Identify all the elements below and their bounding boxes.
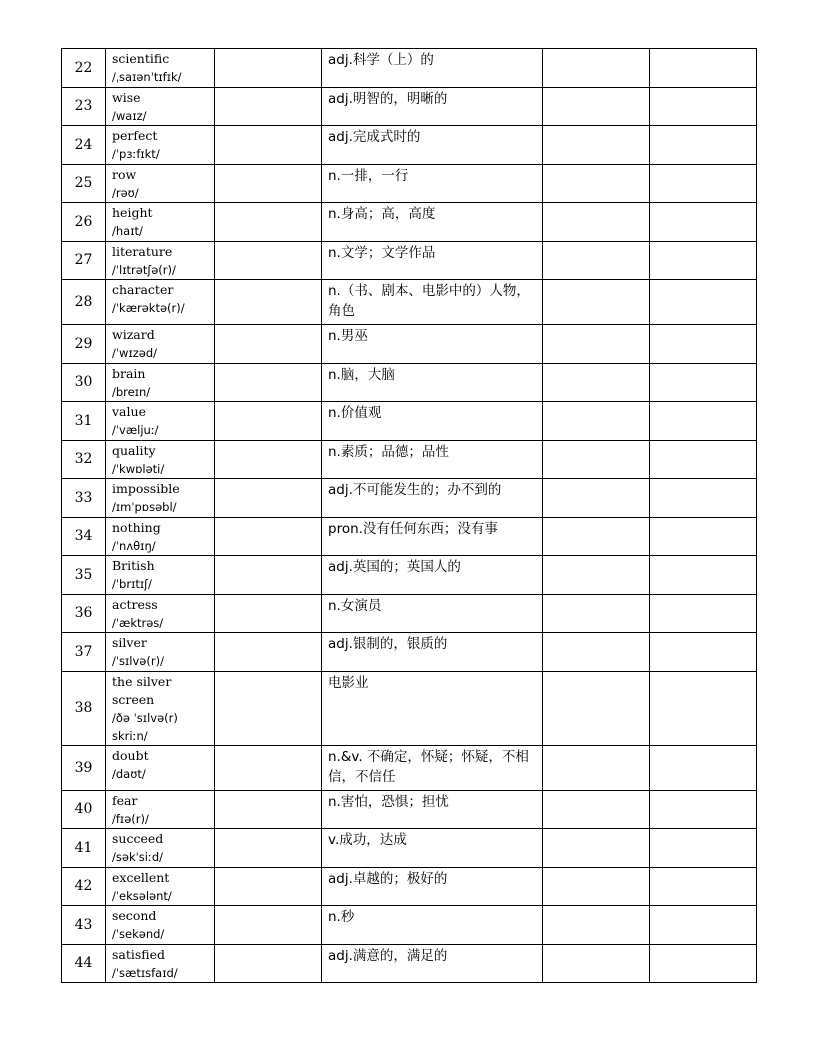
chinese-meaning: n.脑，大脑 [322, 363, 543, 402]
row-number: 33 [62, 479, 106, 518]
blank-cell [215, 479, 322, 518]
chinese-meaning: adj.英国的；英国人的 [322, 556, 543, 595]
phonetic-transcription: /ˈeksələnt/ [112, 888, 172, 903]
row-number: 39 [62, 745, 106, 790]
table-row [62, 440, 757, 479]
word-cell [106, 126, 215, 165]
row-number: 25 [62, 164, 106, 203]
phonetic-transcription: /waɪz/ [112, 108, 147, 123]
blank-cell [650, 594, 757, 633]
phonetic-transcription: /ˈnʌθɪŋ/ [112, 538, 156, 553]
blank-cell [543, 829, 650, 868]
chinese-meaning: n.女演员 [322, 594, 543, 633]
phonetic-transcription: /haɪt/ [112, 224, 143, 238]
english-word: fear [112, 792, 138, 808]
phonetic-transcription: /daʊt/ [112, 766, 146, 781]
row-number: 24 [62, 126, 106, 165]
blank-cell [543, 241, 650, 280]
phonetic-transcription: /ðə ˈsɪlvə(r) skriːn/ [112, 710, 178, 743]
blank-cell [215, 867, 322, 906]
blank-cell [215, 402, 322, 441]
english-word: actress [112, 596, 158, 612]
english-word: nothing [112, 519, 161, 535]
word-cell [106, 633, 215, 672]
word-cell [106, 906, 215, 945]
chinese-meaning: n.文学；文学作品 [322, 241, 543, 280]
word-cell [106, 944, 215, 983]
chinese-meaning: n.素质；品德；品性 [322, 440, 543, 479]
phonetic-transcription: /ˈsɪlvə(r)/ [112, 654, 164, 668]
word-cell [106, 87, 215, 126]
word-cell [106, 164, 215, 203]
phonetic-transcription: /ˌsaɪənˈtɪfɪk/ [112, 70, 182, 84]
blank-cell [650, 164, 757, 203]
blank-cell [215, 203, 322, 242]
blank-cell [650, 325, 757, 364]
blank-cell [650, 829, 757, 868]
blank-cell [543, 325, 650, 364]
blank-cell [543, 440, 650, 479]
english-word: wise [112, 89, 141, 105]
blank-cell [543, 633, 650, 672]
row-number: 27 [62, 241, 106, 280]
phonetic-transcription: /ˈvæljuː/ [112, 423, 159, 437]
table-row [62, 633, 757, 672]
blank-cell [215, 87, 322, 126]
blank-cell [215, 594, 322, 633]
english-word: doubt [112, 747, 149, 763]
word-cell [106, 203, 215, 242]
blank-cell [215, 325, 322, 364]
blank-cell [543, 745, 650, 790]
blank-cell [543, 517, 650, 556]
english-word: silver [112, 635, 147, 650]
blank-cell [650, 203, 757, 242]
chinese-meaning: adj.银制的，银质的 [322, 633, 543, 672]
blank-cell [650, 402, 757, 441]
phonetic-transcription: /ˈsekənd/ [112, 927, 165, 941]
blank-cell [650, 280, 757, 325]
row-number: 23 [62, 87, 106, 126]
phonetic-transcription: /ˈæktrəs/ [112, 615, 164, 630]
row-number: 32 [62, 440, 106, 479]
blank-cell [650, 944, 757, 983]
word-cell [106, 594, 215, 633]
blank-cell [543, 49, 650, 88]
row-number: 26 [62, 203, 106, 242]
chinese-meaning: adj.卓越的；极好的 [322, 867, 543, 906]
blank-cell [543, 944, 650, 983]
word-cell [106, 440, 215, 479]
row-number: 42 [62, 867, 106, 906]
table-row [62, 829, 757, 868]
blank-cell [215, 906, 322, 945]
chinese-meaning: n.一排，一行 [322, 164, 543, 203]
blank-cell [543, 671, 650, 745]
english-word: impossible [112, 481, 180, 496]
chinese-meaning: n.身高；高，高度 [322, 203, 543, 242]
blank-cell [215, 49, 322, 88]
blank-cell [215, 363, 322, 402]
blank-cell [215, 745, 322, 790]
word-cell [106, 479, 215, 518]
table-row [62, 241, 757, 280]
blank-cell [543, 594, 650, 633]
english-word: satisfied [112, 946, 166, 962]
blank-cell [650, 556, 757, 595]
word-cell [106, 829, 215, 868]
blank-cell [650, 49, 757, 88]
row-number: 35 [62, 556, 106, 595]
table-row [62, 402, 757, 441]
word-cell [106, 556, 215, 595]
word-cell [106, 49, 215, 88]
row-number: 36 [62, 594, 106, 633]
chinese-meaning: v.成功，达成 [322, 829, 543, 868]
english-word: excellent [112, 869, 170, 885]
english-word: row [112, 166, 137, 182]
blank-cell [650, 363, 757, 402]
phonetic-transcription: /ˈwɪzəd/ [112, 346, 158, 360]
row-number: 34 [62, 517, 106, 556]
blank-cell [650, 479, 757, 518]
blank-cell [215, 280, 322, 325]
blank-cell [543, 164, 650, 203]
vocabulary-table-body [62, 49, 757, 983]
blank-cell [215, 790, 322, 829]
row-number: 40 [62, 790, 106, 829]
phonetic-transcription: /rəʊ/ [112, 185, 139, 200]
english-word: succeed [112, 831, 164, 846]
blank-cell [650, 633, 757, 672]
chinese-meaning: adj.满意的，满足的 [322, 944, 543, 983]
chinese-meaning: n.（书、剧本、电影中的）人物，角色 [322, 280, 543, 325]
table-row [62, 867, 757, 906]
vocabulary-table [61, 48, 757, 983]
row-number: 28 [62, 280, 106, 325]
blank-cell [543, 402, 650, 441]
english-word: scientific [112, 51, 170, 66]
chinese-meaning: pron.没有任何东西；没有事 [322, 517, 543, 556]
table-row [62, 280, 757, 325]
chinese-meaning: n.秒 [322, 906, 543, 945]
english-word: value [112, 404, 146, 419]
table-row [62, 479, 757, 518]
chinese-meaning: adj.完成式时的 [322, 126, 543, 165]
english-word: perfect [112, 128, 158, 143]
row-number: 30 [62, 363, 106, 402]
table-row [62, 745, 757, 790]
blank-cell [215, 671, 322, 745]
phonetic-transcription: /ˈpɜːfɪkt/ [112, 147, 160, 161]
word-cell [106, 671, 215, 745]
chinese-meaning: 电影业 [322, 671, 543, 745]
blank-cell [543, 203, 650, 242]
row-number: 38 [62, 671, 106, 745]
row-number: 22 [62, 49, 106, 88]
english-word: height [112, 205, 153, 220]
blank-cell [215, 944, 322, 983]
blank-cell [543, 867, 650, 906]
blank-cell [215, 440, 322, 479]
table-row [62, 906, 757, 945]
table-row [62, 87, 757, 126]
table-row [62, 126, 757, 165]
chinese-meaning: n.&v. 不确定，怀疑；怀疑，不相信，不信任 [322, 745, 543, 790]
blank-cell [543, 126, 650, 165]
chinese-meaning: adj.科学（上）的 [322, 49, 543, 88]
table-row [62, 671, 757, 745]
phonetic-transcription: /ˈbrɪtɪʃ/ [112, 577, 152, 591]
blank-cell [650, 906, 757, 945]
row-number: 41 [62, 829, 106, 868]
row-number: 43 [62, 906, 106, 945]
blank-cell [215, 556, 322, 595]
phonetic-transcription: /ˈkwɒləti/ [112, 461, 165, 476]
table-row [62, 203, 757, 242]
word-cell [106, 241, 215, 280]
english-word: character [112, 282, 174, 297]
english-word: second [112, 908, 157, 923]
row-number: 44 [62, 944, 106, 983]
table-row [62, 790, 757, 829]
blank-cell [215, 633, 322, 672]
blank-cell [543, 363, 650, 402]
english-word: quality [112, 442, 156, 458]
word-cell [106, 517, 215, 556]
phonetic-transcription: /ˈlɪtrətʃə(r)/ [112, 262, 176, 277]
table-row [62, 363, 757, 402]
phonetic-transcription: /breɪn/ [112, 384, 151, 399]
chinese-meaning: adj.不可能发生的；办不到的 [322, 479, 543, 518]
blank-cell [650, 126, 757, 165]
word-cell [106, 280, 215, 325]
phonetic-transcription: /ɪmˈpɒsəbl/ [112, 500, 177, 514]
word-cell [106, 745, 215, 790]
blank-cell [543, 906, 650, 945]
phonetic-transcription: /ˈkærəktə(r)/ [112, 301, 185, 315]
phonetic-transcription: /ˈsætɪsfaɪd/ [112, 965, 178, 980]
blank-cell [543, 479, 650, 518]
blank-cell [215, 164, 322, 203]
table-row [62, 556, 757, 595]
english-word: British [112, 558, 155, 573]
blank-cell [543, 280, 650, 325]
chinese-meaning: n.男巫 [322, 325, 543, 364]
blank-cell [650, 241, 757, 280]
blank-cell [215, 241, 322, 280]
english-word: the silver screen [112, 673, 172, 707]
blank-cell [650, 440, 757, 479]
table-row [62, 49, 757, 88]
word-cell [106, 363, 215, 402]
phonetic-transcription: /fɪə(r)/ [112, 811, 149, 826]
word-cell [106, 867, 215, 906]
blank-cell [650, 87, 757, 126]
phonetic-transcription: /səkˈsiːd/ [112, 850, 163, 864]
blank-cell [650, 745, 757, 790]
blank-cell [215, 829, 322, 868]
english-word: wizard [112, 327, 155, 342]
table-row [62, 594, 757, 633]
blank-cell [650, 671, 757, 745]
chinese-meaning: n.价值观 [322, 402, 543, 441]
chinese-meaning: n.害怕，恐惧；担忧 [322, 790, 543, 829]
english-word: literature [112, 243, 173, 259]
blank-cell [543, 790, 650, 829]
word-cell [106, 402, 215, 441]
table-row [62, 325, 757, 364]
table-row [62, 164, 757, 203]
blank-cell [215, 517, 322, 556]
blank-cell [650, 517, 757, 556]
row-number: 29 [62, 325, 106, 364]
english-word: brain [112, 365, 146, 381]
chinese-meaning: adj.明智的，明晰的 [322, 87, 543, 126]
blank-cell [650, 790, 757, 829]
blank-cell [543, 556, 650, 595]
blank-cell [543, 87, 650, 126]
blank-cell [650, 867, 757, 906]
table-row [62, 517, 757, 556]
blank-cell [215, 126, 322, 165]
table-row [62, 944, 757, 983]
word-cell [106, 790, 215, 829]
row-number: 37 [62, 633, 106, 672]
word-cell [106, 325, 215, 364]
row-number: 31 [62, 402, 106, 441]
